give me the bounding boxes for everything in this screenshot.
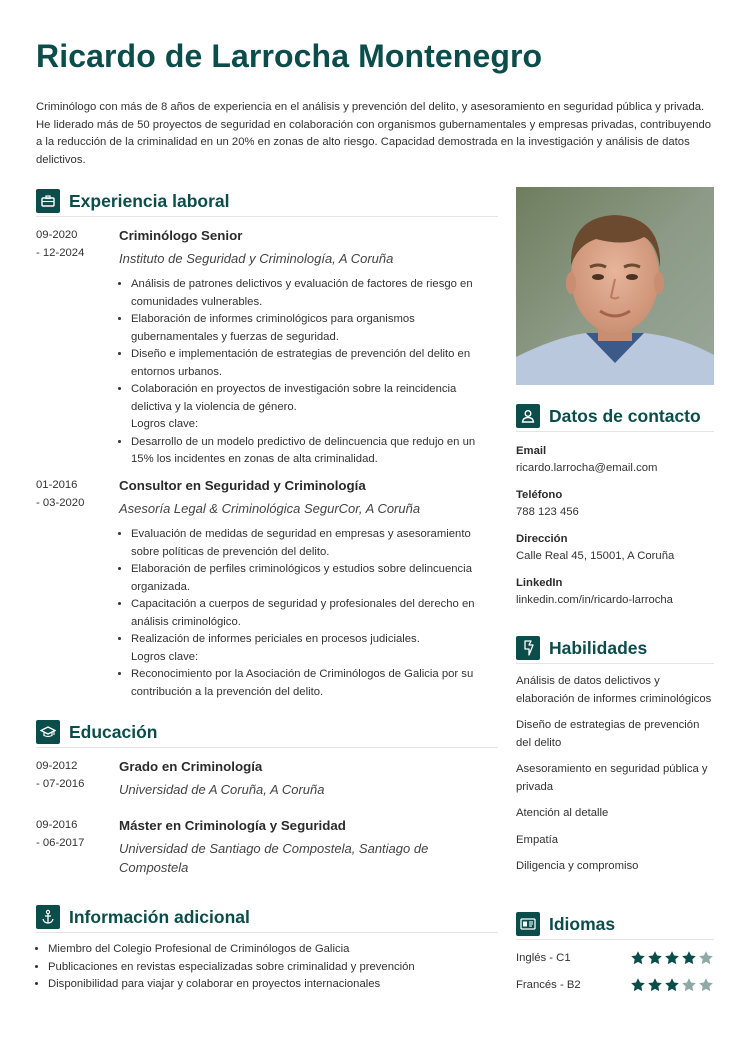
star-filled-icon	[664, 950, 680, 966]
degree-title: Grado en Criminología	[119, 759, 263, 774]
job-organization: Instituto de Seguridad y Criminología, A Coruña	[119, 251, 394, 266]
list-item: • Desarrollo de un modelo predictivo de delincuencia que redujo en un 15% los incidentes en zonas de alta criminalidad.	[131, 434, 499, 469]
languages-section-title: Idiomas	[549, 913, 616, 934]
skill-item: Diseño de estrategias de prevención del delito	[516, 719, 700, 749]
skills-section-header	[516, 633, 714, 664]
list-item: • Capacitación a cuerpos de seguridad y profesionales del derecho en análisis criminológico.	[131, 596, 499, 631]
list-item: • Miembro del Colegio Profesional de Criminólogos de Galicia	[48, 941, 508, 959]
job-role: Consultor en Seguridad y Criminología	[119, 478, 366, 493]
star-filled-icon	[647, 977, 663, 993]
graduation-cap-icon	[36, 720, 60, 744]
list-item: • Elaboración de perfiles criminológicos y estudios sobre delincuencia organizada.	[131, 561, 499, 596]
star-empty-icon	[681, 977, 697, 993]
candidate-name: Ricardo de Larrocha Montenegro	[36, 38, 543, 74]
skill-item: Asesoramiento en seguridad pública y privada	[516, 763, 708, 793]
email-label: Email	[516, 445, 547, 457]
job-achievements	[119, 666, 499, 701]
star-filled-icon	[681, 950, 697, 966]
address-label: Dirección	[516, 533, 568, 545]
profile-summary: Criminólogo con más de 8 años de experiencia en el análisis y prevención del delito, y asesoramiento en seguridad pública y privada. He liderado más de 50 proyectos de seguridad en colaboración con organismos gubernamentales y empresas privadas, contribuyendo a la reducción de la criminalidad en un 20% en zonas de alto riesgo. Capacidad demostrada en la investigación y análisis de datos delictivos.	[36, 101, 712, 166]
experience-section-title: Experiencia laboral	[69, 190, 230, 211]
star-filled-icon	[630, 950, 646, 966]
skill-item: Análisis de datos delictivos y elaboración de informes criminológicos	[516, 675, 712, 705]
education-section-header	[36, 717, 498, 748]
star-filled-icon	[647, 950, 663, 966]
skills-section-title: Habilidades	[549, 637, 648, 658]
address-value: Calle Real 45, 15001, A Coruña	[516, 550, 675, 562]
star-filled-icon	[664, 977, 680, 993]
language-name: Francés - B2	[516, 979, 581, 991]
list-item: • Publicaciones en revistas especializadas sobre criminalidad y prevención	[48, 959, 508, 977]
list-item: • Realización de informes periciales en procesos judiciales.	[131, 631, 499, 649]
list-item: • Evaluación de medidas de seguridad en empresas y asesoramiento sobre políticas de prevención del delito.	[131, 526, 499, 561]
language-rating	[629, 950, 714, 966]
language-row	[516, 949, 714, 967]
profile-photo	[516, 187, 714, 385]
job-organization: Asesoría Legal & Criminológica SegurCor, A Coruña	[119, 501, 421, 516]
language-name: Inglés - C1	[516, 952, 571, 964]
linkedin-label: LinkedIn	[516, 577, 563, 589]
education-section-title: Educación	[69, 721, 158, 742]
briefcase-icon	[36, 189, 60, 213]
contact-linkedin	[516, 575, 716, 609]
contact-email	[516, 443, 716, 477]
language-rating	[629, 977, 714, 993]
job-dates: 09-2020 - 12-2024	[36, 229, 85, 259]
person-icon	[516, 404, 540, 428]
list-item: • Colaboración en proyectos de investigación sobre la reincidencia delictiva y la violencia de género.	[131, 381, 499, 416]
skill-item: Diligencia y compromiso	[516, 860, 639, 872]
star-filled-icon	[630, 977, 646, 993]
star-empty-icon	[698, 950, 714, 966]
additional-section-header	[36, 902, 498, 933]
achievements-label: Logros clave:	[131, 418, 199, 430]
language-row	[516, 976, 714, 994]
education-dates: 09-2016 - 06-2017	[36, 819, 85, 849]
id-card-icon	[516, 912, 540, 936]
linkedin-value[interactable]: linkedin.com/in/ricardo-larrocha	[516, 594, 673, 606]
phone-label: Teléfono	[516, 489, 563, 501]
phone-value[interactable]: 788 123 456	[516, 506, 579, 518]
additional-section-title: Información adicional	[69, 906, 250, 927]
list-item: • Disponibilidad para viajar y colaborar en proyectos internacionales	[48, 976, 508, 994]
email-value[interactable]: ricardo.larrocha@email.com	[516, 462, 658, 474]
school-name: Universidad de A Coruña, A Coruña	[119, 782, 325, 797]
skill-item: Empatía	[516, 833, 559, 846]
contact-address	[516, 531, 716, 565]
skills-list	[516, 673, 714, 885]
additional-info-list	[36, 941, 508, 994]
achievements-label: Logros clave:	[131, 650, 199, 663]
lightning-icon	[516, 636, 540, 660]
contact-section-header	[516, 401, 714, 432]
anchor-icon	[36, 905, 60, 929]
list-item: • Análisis de patrones delictivos y evaluación de factores de riesgo en comunidades vulnerables.	[131, 276, 499, 311]
job-achievements	[119, 434, 499, 469]
education-dates: 09-2012 - 07-2016	[36, 760, 85, 790]
job-responsibilities	[119, 526, 499, 649]
list-item: • Elaboración de informes criminológicos para organismos gubernamentales y fuerzas de seguridad.	[131, 311, 499, 346]
contact-phone	[516, 487, 716, 521]
languages-section-header	[516, 909, 714, 940]
school-name: Universidad de Santiago de Compostela, Santiago de Compostela	[119, 841, 429, 875]
job-dates: 01-2016 - 03-2020	[36, 479, 85, 509]
job-responsibilities	[119, 276, 499, 416]
experience-section-header	[36, 186, 498, 217]
star-empty-icon	[698, 977, 714, 993]
degree-title: Máster en Criminología y Seguridad	[119, 818, 346, 833]
list-item: • Diseño e implementación de estrategias de prevención del delito en entornos urbanos.	[131, 346, 499, 381]
skill-item: Atención al detalle	[516, 807, 609, 819]
contact-section-title: Datos de contacto	[549, 405, 701, 426]
list-item: • Reconocimiento por la Asociación de Criminólogos de Galicia por su contribución a la prevención del delito.	[131, 666, 499, 701]
job-role: Criminólogo Senior	[119, 228, 243, 243]
